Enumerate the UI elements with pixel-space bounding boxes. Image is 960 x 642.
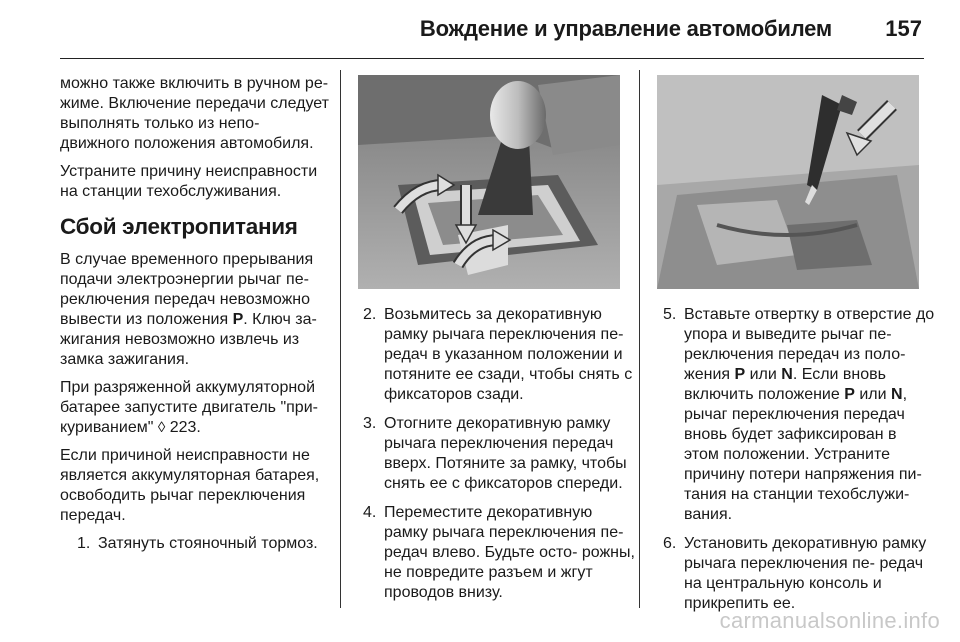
gear-position-n: N (781, 366, 793, 383)
page-reference-icon: ◊ (157, 419, 166, 436)
paragraph: можно также включить в ручном ре- жиме. Включение передачи следует выполнять только из непо- движного положения автомобиля. (60, 75, 329, 152)
screwdriver-image (657, 75, 919, 289)
page-number: 157 (885, 16, 922, 41)
text-run: . Если вновь включить положение (684, 366, 886, 403)
column-divider-right (639, 70, 640, 608)
gear-lever-image (358, 75, 620, 289)
text-run: При разряженной аккумуляторной батарее запустите двигатель "при- куриванием" (60, 379, 318, 436)
step-number: 3. (363, 415, 377, 432)
step-text: Отогните декоративную рамку рычага переключения передач вверх. Потяните за рамку, чтобы снять ее с фиксаторов спереди. (384, 415, 627, 492)
column-2 (363, 305, 635, 612)
page-header (0, 0, 960, 60)
paragraph (60, 378, 332, 438)
gear-position-p: P (734, 366, 746, 383)
gear-lever-trim-illustration (358, 75, 620, 289)
page-reference-link[interactable]: 223. (165, 419, 201, 436)
paragraph (60, 250, 332, 370)
gear-position-p: P (844, 386, 855, 403)
text-run: , рычаг переключения передач вновь будет зафиксирован в этом положении. Устраните причину потери напряжения пи- тания на станции техобслужи- вания. (684, 386, 922, 523)
gear-position-n: N (891, 386, 903, 403)
step-1 (77, 534, 332, 554)
column-1 (60, 74, 332, 563)
step-number: 5. (663, 306, 677, 323)
text-run: или (854, 386, 891, 403)
text-run: . Ключ за- жигания невозможно извлечь из замка зажигания. (60, 311, 317, 368)
section-heading: Сбой электропитания (60, 214, 298, 239)
text-run: или (745, 366, 782, 383)
text-run: В случае временного прерывания подачи электроэнергии рычаг пе- реключения передач невозможно вывести из положения (60, 251, 314, 328)
column-3 (663, 305, 935, 623)
column-divider-left (340, 70, 341, 608)
step-4 (363, 503, 635, 603)
step-number: 6. (663, 535, 677, 552)
step-2 (363, 305, 635, 405)
header-divider (60, 58, 924, 59)
step-5 (663, 305, 935, 525)
step-text: Затянуть стояночный тормоз. (98, 535, 318, 552)
step-number: 2. (363, 306, 377, 323)
text-run: Вставьте отвертку в отверстие до упора и выведите рычаг пе- реключения передач из поло- жения (684, 306, 935, 383)
step-number: 1. (77, 535, 91, 552)
step-3 (363, 414, 635, 494)
paragraph: Устраните причину неисправности на станции техобслуживания. (60, 163, 318, 200)
step-text: Переместите декоративную рамку рычага переключения пе- редач влево. Будьте осто- рожны, не повредите разъем и жгут проводов внизу. (384, 504, 635, 601)
gear-position-p: P (232, 311, 244, 328)
step-text (684, 305, 935, 525)
watermark: carmanualsonline.info (719, 608, 940, 633)
step-6 (663, 534, 935, 614)
step-text: Установить декоративную рамку рычага переключения пе- редач на центральную консоль и прикрепить ее. (684, 535, 927, 612)
screwdriver-illustration (657, 75, 919, 289)
step-text: Возьмитесь за декоративную рамку рычага переключения пе- редач в указанном положении и потяните ее сзади, чтобы снять с фиксаторов сзади. (384, 306, 633, 403)
paragraph: Если причиной неисправности не является аккумуляторная батарея, освободить рычаг переключения передач. (60, 447, 320, 524)
step-number: 4. (363, 504, 377, 521)
page-title: Вождение и управление автомобилем (419, 16, 832, 41)
